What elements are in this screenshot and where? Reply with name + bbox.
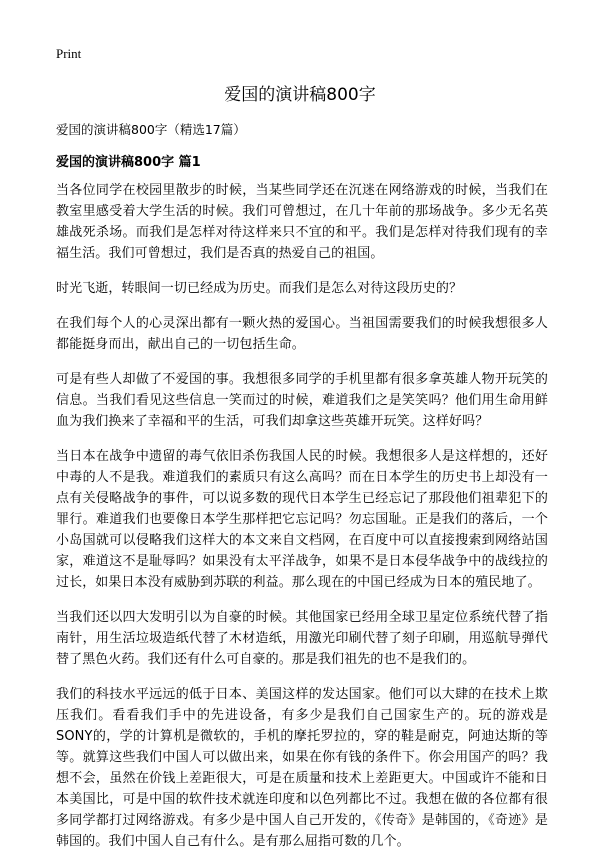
paragraph: 可是有些人却做了不爱国的事。我想很多同学的手机里都有很多拿英雄人物开玩笑的信息。当我们看见这些信息一笑而过的时候，难道我们之是笑笑吗？他们用生命用鲜血为我们换来了幸福和平的生活，可我们却拿这些英雄开玩笑。这样好吗？ [56,372,548,429]
paragraph: 当我们还以四大发明引以为自豪的时候。其他国家已经用全球卫星定位系统代替了指南针，用生活垃圾造纸代替了木材造纸，用激光印刷代替了刻子印刷，用巡航导弹代替了黑色火药。我们还有什么可自豪的。那是我们祖先的也不是我们的。 [56,610,548,667]
body-text [56,180,548,866]
print-link[interactable]: Print [56,46,82,61]
paragraph: 我们的科技水平远远的低于日本、美国这样的发达国家。他们可以大肆的在技术上欺压我们。看看我们手中的先进设备，有多少是我们自己国家生产的。玩的游戏是SONY的，学的计算机是微软的，手机的摩托罗拉的，穿的鞋是耐克，阿迪达斯的等等。就算这些我们中国人可以做出来，如果在你有钱的条件下。你会用国产的吗？我想不会，虽然在价钱上差距很大，可是在质量和技术上差距更大。中国或许不能和日本美国比，可是中国的软件技术就连印度和以色列都比不过。我想在做的各位都有很多同学都打过网络游戏。有多少是中国人自己开发的，《传奇》是韩国的，《奇迹》是韩国的。我们中国人自己有什么。是有那么屈指可数的几个。 [56,687,548,849]
paragraph: 当日本在战争中遗留的毒气依旧杀伤我国人民的时候。我想很多人是这样想的，还好中毒的人不是我。难道我们的素质只有这么高吗？而在日本学生的历史书上却没有一点有关侵略战争的事件，可以说多数的现代日本学生已经忘记了那段他们祖辈犯下的罪行。难道我们也要像日本学生那样把它忘记吗？勿忘国耻。正是我们的落后，一个小岛国就可以侵略我们这样大的本文来自文档网，在百度中可以直接搜索到网络站国家，难道这不是耻辱吗？如果没有太平洋战争，如果不是日本侵华战争中的战线拉的过长，如果日本没有威胁到苏联的利益。那么现在的中国已经成为日本的殖民地了。 [56,449,548,590]
paragraph: 在我们每个人的心灵深出都有一颗火热的爱国心。当祖国需要我们的时候我想很多人都能挺身而出，献出自己的一切包括生命。 [56,316,548,352]
paragraph: 时光飞逝，转眼间一切已经成为历史。而我们是怎么对待这段历史的？ [56,281,463,296]
section-heading: 爱国的演讲稿800字 篇1 [56,155,201,170]
page-title: 爱国的演讲稿800字 [224,85,376,105]
document-subtitle: 爱国的演讲稿800字（精选17篇） [56,122,246,137]
paragraph: 当各位同学在校园里散步的时候，当某些同学还在沉迷在网络游戏的时候，当我们在教室里感受着大学生活的时候。我们可曾想过，在几十年前的那场战争。多少无名英雄战死杀场。而我们是怎样对待这样来只不宜的和平。我们是怎样对待我们现有的幸福生活。我们可曾想过，我们是否真的热爱自己的祖国。 [56,183,548,261]
